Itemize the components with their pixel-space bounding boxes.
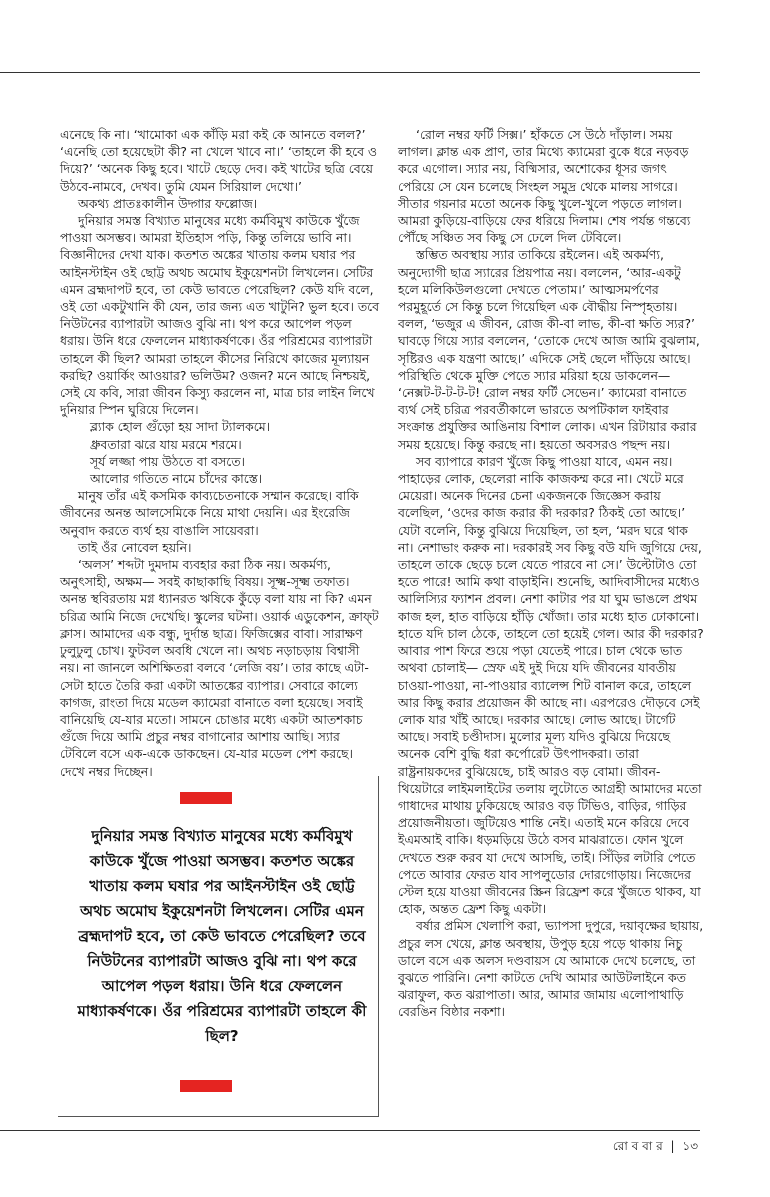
magazine-name: রো ব বা র [612,1139,663,1153]
paragraph: অকথ্য প্রাতঃকালীন উদ্গার ফল্লোজ। [78,195,258,211]
verse-line: ব্ল্যাক হোল গুঁড়ো হয় সাদা ট্যালকমে। [90,419,271,435]
paragraph: এনেছে কি না। ‘খামোকা এক কাঁড়ি মরা কই কে আনতে বলল?’ ‘এনেছি তো হয়েছেটা কী? না খেলে খাবে না।’ ‘তাহলে কী হবে ও দিয়ে?’ ‘অনেক কিছু হবে। খাটে ছেড়ে দেব। কই খাটের ছত্রি বেয়ে উঠবে-নামবে, দেখব। তুমি যেমন সিরিয়াল দেখো।’ [60,127,378,194]
pull-quote-text: দুনিয়ার সমস্ত বিখ্যাত মানুষের মধ্যে কর্মবিমুখ কাউকে খুঁজে পাওয়া অসম্ভব। কতশত অঙ্কের খাতায় কলম ঘষার পর আইনস্টাইন ওই ছোট্ট অথচ অমোঘ ইকুয়েশনটা লিখলেন। সেটির এমন ব্রহ্মদাপট হবে, তা কেউ ভাবতে পেরেছিল? তবে নিউটনের ব্যাপারটা আজও বুঝি না। থপ করে আপেল পড়ল ধরায়। উনি ধরে ফেললেন মাধ্যাকর্ষণকে। ওঁর পরিশ্রমের ব্যাপারটা তাহলে কী ছিল? [77,827,367,1045]
top-rule [0,72,700,73]
article-column-right [398,126,704,1021]
paragraph: সব ব্যাপারে কারণ খুঁজে কিছু পাওয়া যাবে, এমন নয়। পাহাড়ের লোক, ছেলেরা নাকি কাজকম্ম করে না। খেটে মরে মেয়েরা। অনেক দিনের চেনা একজনকে জিজ্ঞেস করায় বলেছিল, ‘ওদের কাজ করার কী দরকার? ঠিকই তো আছে।’ যেটা বলেনি, কিন্তু বুঝিয়ে দিয়েছিল, তা হল, ‘মরদ ঘরে থাক না। নেশাভাং করুক না। দরকারই সব কিছু বউ যদি জুগিয়ে দেয়, তাহলে তাকে ছেড়ে চলে যেতে পারবে না সে।’ উল্টোটাও তো হতে পারে! আমি কথা বাড়াইনি। শুনেছি, আদিবাসীদের মধ্যেও আলিস্যির ফ্যাশন প্রবল। নেশা কাটার পর যা ঘুম ভাঙলে প্রথম কাজ হল, হাত বাড়িয়ে হাঁড়ি খোঁজা। তার মধ্যে হাত ঢোকানো। হাতে যদি চাল ঠেকে, তাহলে তো হয়েই গেল। আর কী দরকার? আবার পাশ ফিরে শুয়ে পড়া যেতেই পারে। চাল থেকে ভাত অথবা চোলাই— স্রেফ এই দুই দিয়ে যদি জীবনের যাবতীয় চাওয়া-পাওয়া, না-পাওয়ার ব্যালেন্স শিট বানাল করে, তাহলে আর কিছু করার প্রয়োজন কী আছে না। এরপরেও দৌড়বে সেই লোক যার খাঁই আছে। দরকার আছে। লোভ আছে। টার্গেট আছে। সবাই চণ্ডীদাস। মুলোর মূল্য যদিও বুঝিয়ে দিয়েছে অনেক বেশি বুদ্ধি ধরা কর্পোরেট উৎপাদকরা। তারা রাষ্ট্রনায়কদের বুঝিয়েছে, চাই আরও বড় বোমা। জীবন-থিয়েটারে লাইমলাইটের তলায় লুটোতে আগ্রহী আমাদের মতো গাধাদের মাথায় ঢুকিয়েছে আরও বড় টিভিও, বাড়ির, গাড়ির প্রয়োজনীয়তা। জুটিয়েও শান্তি নেই। এতাই মনে করিয়ে দেবে ইএমআই বাকি। ধড়মড়িয়ে উঠে বসব মাঝরাতে। ফোন খুলে দেখতে শুরু করব যা দেখে আসছি, তাই। সিঁড়ির লটারি পেতে পেতে আবার ফেরত যাব সাপলুডোর দোরগোড়ায়। নিজেদের স্টেল হয়ে যাওয়া জীবনের স্ক্রিন রিফ্রেশ করে খুঁজতে থাকব, যা হোক, অন্তত ফ্রেশ কিছু একটা। [398,453,704,917]
paragraph: তাই ওঁর নোবেল হয়নি। [78,539,192,555]
article-column-left [60,126,380,780]
pull-quote-box [58,776,379,1117]
paragraph: ‘অলস’ শব্দটা দুমদাম ব্যবহার করা ঠিক নয়। অকর্মণ্য, অনুৎসাহী, অক্ষম— সবই কাছাকাছি বিষয়। সূক্ষ্ম-সূক্ষ্ম তফাত। অনন্ত স্থবিরতায় মগ্ন ধ্যানরত ঋষিকে কুঁড়ে বলা যায় না কি? এমন চরিত্র আমি নিজে দেখেছি। স্কুলের ঘটনা। ওয়ার্ক এডুকেশন, ক্রাফ্‌ট ক্লাস। আমাদের এক বন্ধু, দুর্দান্ত ছাত্র। ফিজিক্সের বাবা। সারাক্ষণ ঢুলুঢুলু চোখ। ফুটবল অবধি খেলে না। অথচ নড়াচড়ায় বিশ্বাসী নয়। না জানলে অশিক্ষিতরা বলবে ‘লেজি বয়’। তার কাছে এটা-সেটা হাতে তৈরি করা একটা আতঙ্কের ব্যাপার। সেবারে কাল্যে কাগজ, রাংতা দিয়ে মডেল ক্যামেরা বানাতে বলা হয়েছে। সবাই বানিয়েছি যে-যার মতো। সামনে চোঙার মধ্যে একটা আতশকাচ গুঁজে দিয়ে আমি প্রচুর নম্বর বাগানোর আশায় আছি। স্যার টেবিলে বসে এক-একে ডাকছেন। যে-যার মডেল পেশ করছে। দেখে নম্বর দিচ্ছেন। [60,557,379,779]
paragraph: বর্ষার প্রমিস খেলাপি করা, ভ্যাপসা দুপুরে, দয়াবৃক্ষের ছায়ায়, প্রচুর লস খেয়ে, ক্লান্ত অবস্থায়, উপুড় হয়ে পড়ে থাকায় নিচু ডালে বসে এক অলস দণ্ডবায়স যে আমাকে দেখে চলেছে, তা বুঝতে পারিনি। নেশা কাটতে দেখি আমার আউটলাইনে কত ঝরাফুল, কত ঝরাপাতা। আর, আমার জামায় এলোপাথাড়ি বেরঙিন বিষ্ঠার নকশা। [398,918,704,1020]
paragraph: মানুষ তাঁর এই কসমিক কাব্যচেতনাকে সম্মান করেছে। বাকি জীবনের অনন্ত আলসেমিকে নিয়ে মাথা দেয়নি। এর ইংরেজি অনুবাদ করতে ব্যর্থ হয় বাঙালি সায়েবরা। [60,488,359,538]
page-footer [609,1138,698,1158]
page-number: ১৩ [682,1139,698,1153]
paragraph: ‘রোল নম্বর ফর্টি সিক্স।’ হাঁকতে সে উঠে দাঁড়াল। সময় লাগল। ক্লান্ত এক প্রাণ, তার মিথ্যে ক্যামেরা বুকে ধরে নড়বড় করে এগোল। স্যার নয়, বিষ্মিসার, অশোকের ধূসর জগৎ পেরিয়ে সে যেন চলেছে সিংহল সমুদ্র থেকে মালয় সাগরে। সীতার গয়নার মতো অনেক কিছু খুলে-খুলে পড়তে লাগল। আমরা কুড়িয়ে-বাড়িয়ে ফের ধরিয়ে দিলাম। শেষ পর্যন্ত গন্তব্যে পৌঁছে সঞ্চিত সব কিছু সে ঢেলে দিল টেবিলে। [398,127,691,246]
paragraph: স্তম্ভিত অবস্থায় স্যার তাকিয়ে রইলেন। এই অকর্মণ্য, অনুদ্যোগী ছাত্র স্যারের প্রিয়পাত্র নয়। বললেন, ‘আর-একটু হলে মলিকিউলগুলো দেখতে পেতাম।’ আত্মসমর্পণের পরমুহূর্তে সে কিন্তু চলে গিয়েছিল এক বৌদ্ধীয় নিস্পৃহতায়। বলল, ‘ভজুর এ জীবন, রোজ কী-বা লাভ, কী-বা ক্ষতি স্যর?’ ঘাবড়ে গিয়ে স্যার বললেন, ‘তোকে দেখে আজ আমি বুঝলাম, সৃষ্টিরও এক যন্ত্রণা আছে।’ এদিকে সেই ছেলে দাঁড়িয়ে আছে। পরিস্থিতি থেকে মুক্তি পেতে স্যার মরিয়া হয়ে ডাকলেন— ‘নেক্সট-ট-ট-ট-ট! রোল নম্বর ফর্টি সেভেন।’ ক্যামেরা বানাতে ব্যর্থ সেই চরিত্র পরবর্তীকালে ভারতে অপটিকাল ফাইবার সংক্রান্ত প্রযুক্তির আঙিনায় বিশাল লোক। এখন রিটায়ার করার সময় হয়েছে। কিন্তু করছে না। হয়তো অবসরও পছন্দ নয়। [398,247,700,452]
paragraph: দুনিয়ার সমস্ত বিখ্যাত মানুষের মধ্যে কর্মবিমুখ কাউকে খুঁজে পাওয়া অসম্ভব। আমরা ইতিহাস পড়ি, কিন্তু তলিয়ে ভাবি না। বিজ্ঞানীদের দেখা যাক। কতশত অঙ্কের খাতায় কলম ঘষার পর আইনস্টাইন ওই ছোট্ট অথচ অমোঘ ইকুয়েশনটা লিখলেন। সেটির এমন ব্রহ্মদাপট হবে, তা কেউ ভাবতে পেরেছিল? কেউ যদি বলে, ওই তো একটুখানি কী যেন, তার জন্য এত খাটুনি? ভুল হবে। তবে নিউটনের ব্যাপারটা আজও বুঝি না। থপ করে আপেল পড়ল ধরায়। উনি ধরে ফেললেন মাধ্যাকর্ষণকে। ওঁর পরিশ্রমের ব্যাপারটা তাহলে কী ছিল? আমরা তাহলে কীসের নিরিখে কাজের মূল্যায়ন করছি? ওয়ার্কিং আওয়ার? ভলিউম? ওজন? মনে আছে নিশ্চয়ই, সেই যে কবি, সারা জীবন কিস্যু করলেন না, মাত্র চার লাইন লিখে দুনিয়ার স্পিন ঘুরিয়ে দিলেন। [60,213,379,418]
verse-line: ধ্রুবতারা ঝরে যায় মরমে শরমে। [90,436,242,452]
verse-line: আলোর গতিতে নামে চাঁদের কাস্তে। [90,471,263,487]
accent-bar-bottom [180,1080,232,1092]
accent-bar-top [180,792,232,804]
verse-line: সূর্য লজ্জা পায় উঠতে বা বসতে। [90,453,245,469]
bottom-rule [0,1130,700,1131]
footer-separator: | [670,1139,675,1153]
